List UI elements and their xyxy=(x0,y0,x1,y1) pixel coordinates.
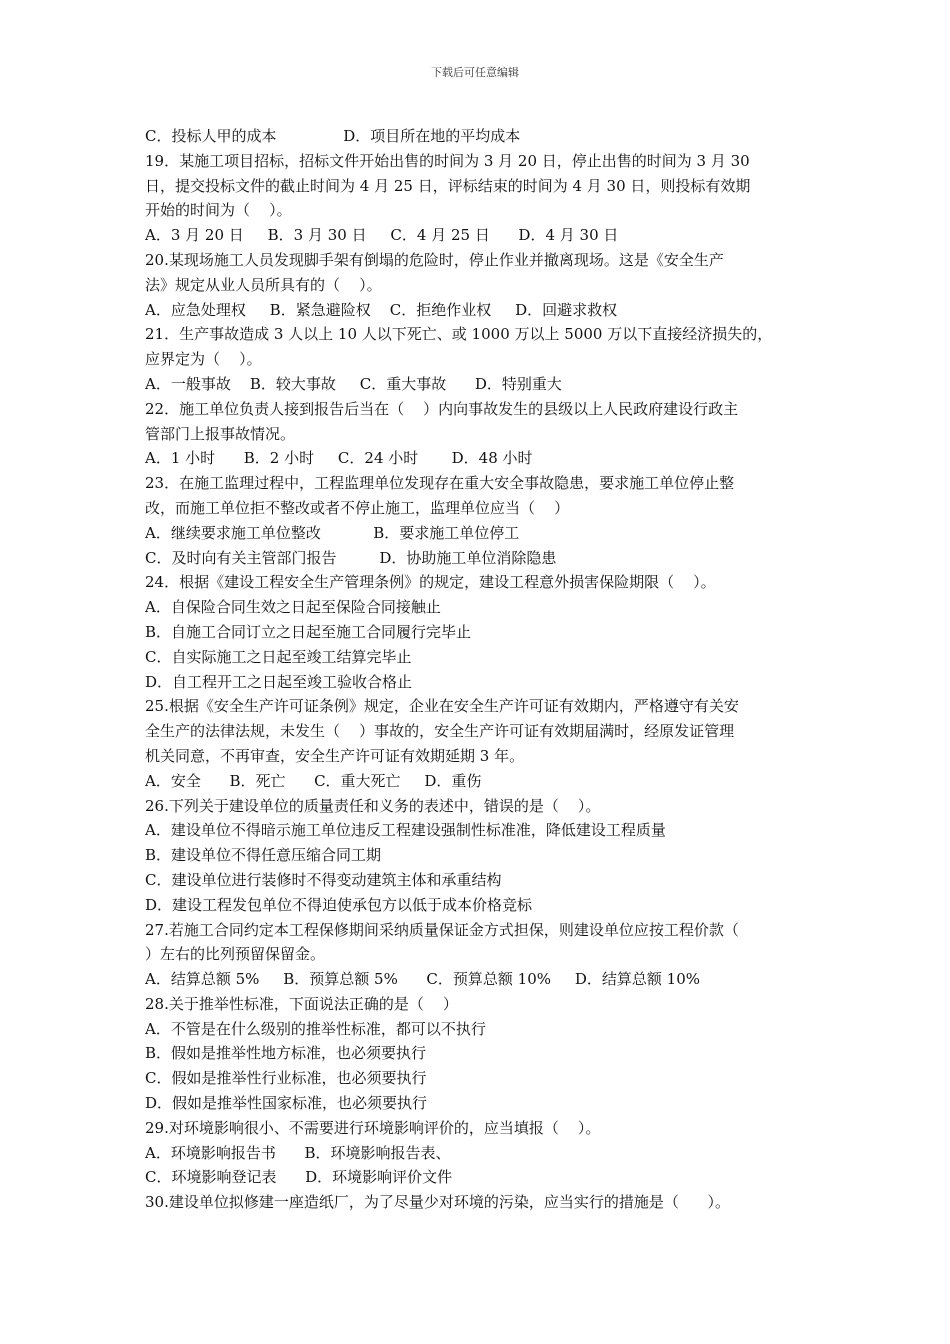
page-header: 下载后可任意编辑 xyxy=(431,66,519,79)
option-line: A．不管是在什么级别的推举性标准，都可以不执行 xyxy=(145,1019,486,1038)
text-line: 机关同意，不再审查，安全生产许可证有效期延期 3 年。 xyxy=(145,746,525,765)
option-line: B．假如是推举性地方标准，也必须要执行 xyxy=(145,1044,427,1063)
option-line: D．假如是推举性国家标准，也必须要执行 xyxy=(145,1094,428,1113)
options-line: A．环境影响报告书 B．环境影响报告表、 xyxy=(145,1143,451,1162)
text-line: 全生产的法律法规，未发生（ ）事故的，安全生产许可证有效期届满时，经原发证管理 xyxy=(145,722,735,741)
question-20: 20.某现场施工人员发现脚手架有倒塌的危险时，停止作业并撤离现场。这是《安全生产 xyxy=(145,250,724,269)
text-line: 开始的时间为（ ）。 xyxy=(145,201,292,220)
text-line: C．投标人甲的成本 D．项目所在地的平均成本 xyxy=(145,127,521,145)
option-line: C．假如是推举性行业标准，也必须要执行 xyxy=(145,1069,427,1088)
question-25: 25.根据《安全生产许可证条例》规定，企业在安全生产许可证有效期内，严格遵守有关安 xyxy=(145,697,739,716)
options-line: A．安全 B．死亡 C．重大死亡 D．重伤 xyxy=(145,771,482,790)
text-line: 法》规定从业人员所具有的（ ）。 xyxy=(145,275,382,294)
option-line: A．自保险合同生效之日起至保险合同接触止 xyxy=(145,598,441,617)
question-22: 22．施工单位负责人接到报告后当在（ ）内向事故发生的县级以上人民政府建设行政主 xyxy=(145,399,739,418)
text-line: ）左右的比列预留保留金。 xyxy=(145,945,326,964)
question-26: 26.下列关于建设单位的质量责任和义务的表述中，错误的是（ ）。 xyxy=(145,796,601,815)
option-line: C．自实际施工之日起至竣工结算完毕止 xyxy=(145,647,412,666)
text-line: 日，提交投标文件的截止时间为 4 月 25 日，评标结束的时间为 4 月 30 日，则投标有效期 xyxy=(145,176,751,195)
options-line: A．应急处理权 B．紧急避险权 C．拒绝作业权 D．回避求救权 xyxy=(145,300,618,319)
question-29: 29.对环境影响很小、不需要进行环境影响评价的，应当填报（ ）。 xyxy=(145,1118,601,1137)
question-30: 30.建设单位拟修建一座造纸厂，为了尽量少对环境的污染，应当实行的措施是（ ）。 xyxy=(145,1193,730,1212)
option-line: D．建设工程发包单位不得迫使承包方以低于成本价格竞标 xyxy=(145,895,533,914)
options-line: A．结算总额 5% B．预算总额 5% C．预算总额 10% D．结算总额 10% xyxy=(145,970,700,989)
question-24: 24．根据《建设工程安全生产管理条例》的规定，建设工程意外损害保险期限（ ）。 xyxy=(145,573,716,592)
text-line: 改，而施工单位拒不整改或者不停止施工，监理单位应当（ ） xyxy=(145,498,570,517)
options-line: C．环境影响登记表 D．环境影响评价文件 xyxy=(145,1168,453,1187)
options-line: A．继续要求施工单位整改 B．要求施工单位停工 xyxy=(145,523,520,542)
question-28: 28.关于推举性标准，下面说法正确的是（ ） xyxy=(145,994,458,1013)
question-21: 21．生产事故造成 3 人以上 10 人以下死亡、或 1000 万以上 5000 万以下直接经济损失的， xyxy=(145,325,773,344)
question-23: 23．在施工监理过程中，工程监理单位发现存在重大安全事故隐患，要求施工单位停止整 xyxy=(145,474,735,493)
options-line: A．1 小时 B．2 小时 C．24 小时 D．48 小时 xyxy=(145,449,533,468)
option-line: A．建设单位不得暗示施工单位违反工程建设强制性标准准，降低建设工程质量 xyxy=(145,821,666,840)
question-19: 19．某施工项目招标，招标文件开始出售的时间为 3 月 20 日，停止出售的时间为 3 月 30 xyxy=(145,151,750,170)
question-27: 27.若施工合同约定本工程保修期间采纳质量保证金方式担保，则建设单位应按工程价款（ xyxy=(145,920,739,939)
options-line: C．及时向有关主管部门报告 D．协助施工单位消除隐患 xyxy=(145,548,557,567)
option-line: B．自施工合同订立之日起至施工合同履行完毕止 xyxy=(145,622,472,641)
document-body xyxy=(145,124,810,1215)
options-line: A．3 月 20 日 B．3 月 30 日 C．4 月 25 日 D．4 月 30 日 xyxy=(145,226,619,245)
option-line: C．建设单位进行装修时不得变动建筑主体和承重结构 xyxy=(145,870,502,889)
text-line: 管部门上报事故情况。 xyxy=(145,424,296,443)
option-line: D．自工程开工之日起至竣工验收合格止 xyxy=(145,672,413,691)
text-line: 应界定为（ ）。 xyxy=(145,350,262,369)
option-line: B．建设单位不得任意压缩合同工期 xyxy=(145,846,382,865)
options-line: A．一般事故 B．较大事故 C．重大事故 D．特别重大 xyxy=(145,374,562,393)
